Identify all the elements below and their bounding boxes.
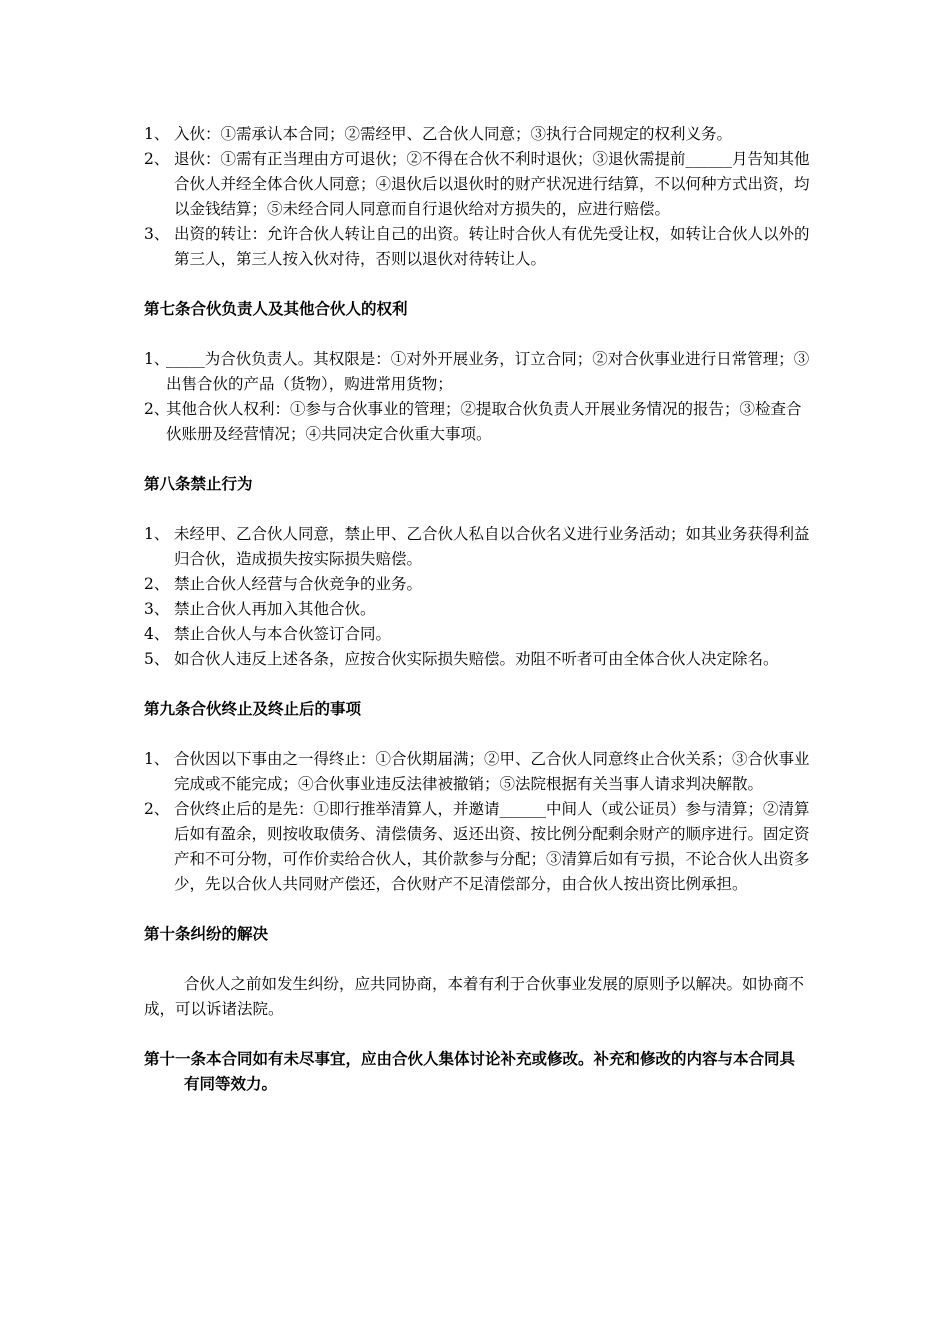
list-text: 禁止合伙人与本合伙签订合同。 xyxy=(174,625,392,643)
list-item xyxy=(144,747,810,797)
list-number: 2、 xyxy=(144,400,170,418)
list-text: 禁止合伙人再加入其他合伙。 xyxy=(174,600,376,618)
list-item xyxy=(144,797,810,897)
list-text: 中间人（或公证员）参与清算；②清算后如有盈余，则按收取债务、清偿债务、返还出资、按比例分配剩余财产的顺序进行。固定资产和不可分物，可作价卖给合伙人，其价款参与分配；③清算后如有亏损，不论合伙人出资多少，先以合伙人共同财产偿还，合伙财产不足清偿部分，由合伙人按出资比例承担。 xyxy=(174,800,810,893)
section-heading: 第十一条本合同如有未尽事宜，应由合伙人集体讨论补充或修改。补充和修改的内容与本合同具有同等效力。 xyxy=(144,1050,796,1093)
list-text: 为合伙负责人。其权限是：①对外开展业务，订立合同；②对合伙事业进行日常管理；③出售合伙的产品（货物），购进常用货物； xyxy=(166,350,810,393)
list-text: 未经甲、乙合伙人同意，禁止甲、乙合伙人私自以合伙名义进行业务活动；如其业务获得利益归合伙，造成损失按实际损失赔偿。 xyxy=(174,525,810,568)
list-text: 入伙：①需承认本合同；②需经甲、乙合伙人同意；③执行合同规定的权利义务。 xyxy=(174,125,733,143)
list-item xyxy=(144,122,810,147)
list-number: 3、 xyxy=(144,600,170,618)
list-number: 4、 xyxy=(144,625,170,643)
list-item xyxy=(144,347,810,397)
section-heading: 第九条合伙终止及终止后的事项 xyxy=(144,700,362,718)
list-number: 1、 xyxy=(144,750,170,768)
list-number: 1、 xyxy=(144,525,170,543)
list-item xyxy=(144,397,810,447)
list-number: 1、 xyxy=(144,125,170,143)
list-item xyxy=(144,222,810,272)
list-text: 月告知其他合伙人并经全体合伙人同意；④退伙后以退伙时的财产状况进行结算，不以何种方式出资，均以金钱结算；⑤未经合同人同意而自行退伙给对方损失的，应进行赔偿。 xyxy=(174,150,810,218)
list-number: 3、 xyxy=(144,225,170,243)
section-heading: 第八条禁止行为 xyxy=(144,475,253,493)
list-text: 出资的转让：允许合伙人转让自己的出资。转让时合伙人有优先受让权，如转让合伙人以外的第三人，第三人按入伙对待，否则以退伙对待转让人。 xyxy=(174,225,810,268)
list-item xyxy=(144,597,810,622)
document-page xyxy=(144,122,810,1097)
section-heading: 第七条合伙负责人及其他合伙人的权利 xyxy=(144,300,408,318)
list-number: 2、 xyxy=(144,150,170,168)
list-number: 2、 xyxy=(144,575,170,593)
list-item xyxy=(144,522,810,572)
list-text: 其他合伙人权利：①参与合伙事业的管理；②提取合伙负责人开展业务情况的报告；③检查合伙账册及经营情况；④共同决定合伙重大事项。 xyxy=(166,400,802,443)
list-item xyxy=(144,147,810,222)
list-text: 禁止合伙人经营与合伙竞争的业务。 xyxy=(174,575,423,593)
list-number: 2、 xyxy=(144,800,170,818)
list-text: 退伙：①需有正当理由方可退伙；②不得在合伙不利时退伙；③退伙需提前 xyxy=(174,150,686,168)
section-heading: 第十条纠纷的解决 xyxy=(144,925,269,943)
body-paragraph: 合伙人之前如发生纠纷，应共同协商，本着有利于合伙事业发展的原则予以解决。如协商不成，可以诉诸法院。 xyxy=(144,975,805,1018)
list-item xyxy=(144,647,810,672)
fill-blank: ______ xyxy=(685,150,733,168)
list-number: 1、 xyxy=(144,350,170,368)
list-item xyxy=(144,572,810,597)
list-text: 如合伙人违反上述各条，应按合伙实际损失赔偿。劝阻不听者可由全体合伙人决定除名。 xyxy=(174,650,779,668)
list-item xyxy=(144,622,810,647)
fill-blank: _____ xyxy=(166,350,205,368)
list-number: 5、 xyxy=(144,650,170,668)
fill-blank: ______ xyxy=(499,800,547,818)
list-text: 合伙因以下事由之一得终止：①合伙期届满；②甲、乙合伙人同意终止合伙关系；③合伙事业完成或不能完成；④合伙事业违反法律被撤销；⑤法院根据有关当事人请求判决解散。 xyxy=(174,750,810,793)
list-text: 合伙终止后的是先：①即行推举清算人，并邀请 xyxy=(174,800,500,818)
